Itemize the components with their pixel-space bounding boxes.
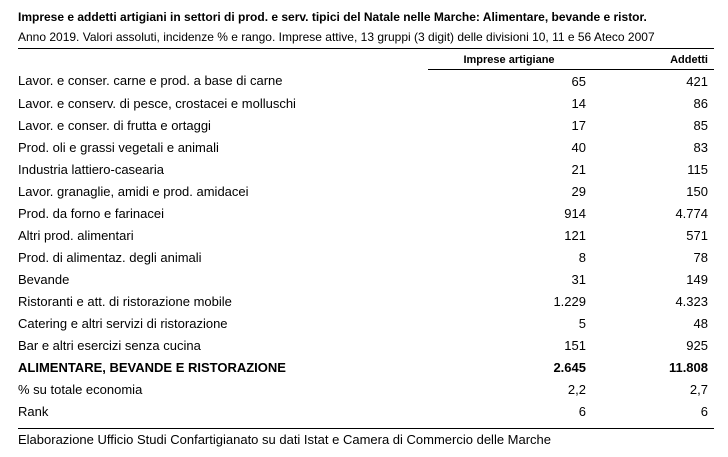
row-label: Lavor. granaglie, amidi e prod. amidacei (18, 183, 249, 199)
table-row (18, 246, 714, 268)
row-label: Lavor. e conser. di frutta e ortaggi (18, 117, 211, 133)
addetti-value: 4.323 (675, 293, 708, 309)
imprese-value: 121 (564, 227, 586, 243)
row-label: Catering e altri servizi di ristorazione (18, 315, 228, 331)
table-row (18, 312, 714, 334)
table-row (18, 114, 714, 136)
row-label: Prod. oli e grassi vegetali e animali (18, 139, 219, 155)
rank-row (18, 400, 714, 422)
total-label: ALIMENTARE, BEVANDE E RISTORAZIONE (18, 359, 286, 375)
addetti-value: 421 (686, 73, 708, 89)
table-row (18, 180, 714, 202)
table-row (18, 224, 714, 246)
row-label: Bevande (18, 271, 70, 287)
imprese-value: 151 (564, 337, 586, 353)
addetti-value: 149 (686, 271, 708, 287)
table-row (18, 92, 714, 114)
table-row (18, 70, 714, 93)
top-divider (18, 48, 714, 49)
addetti-value: 115 (687, 161, 708, 177)
table-subtitle: Anno 2019. Valori assoluti, incidenze % e rango. Imprese attive, 13 gruppi (3 digit) delle divisioni 10, 11 e 56 Ateco 2007 (18, 30, 655, 44)
imprese-value: 31 (571, 271, 586, 287)
table-row (18, 136, 714, 158)
rank-imprese-value: 6 (578, 403, 586, 419)
imprese-value: 17 (571, 117, 586, 133)
total-imprese-value: 2.645 (553, 359, 586, 375)
imprese-value: 8 (578, 249, 586, 265)
imprese-value: 29 (571, 183, 586, 199)
row-label: Altri prod. alimentari (18, 227, 134, 243)
table-row (18, 290, 714, 312)
share-row (18, 378, 714, 400)
row-label: Bar e altri esercizi senza cucina (18, 337, 201, 353)
addetti-value: 925 (686, 337, 708, 353)
table-row (18, 158, 714, 180)
imprese-value: 5 (578, 315, 586, 331)
row-label: Prod. da forno e farinacei (18, 205, 164, 221)
addetti-value: 48 (693, 315, 708, 331)
column-header-addetti: Addetti (590, 51, 714, 70)
addetti-value: 83 (693, 139, 708, 155)
column-header-imprese: Imprese artigiane (428, 51, 590, 70)
addetti-value: 78 (693, 249, 708, 265)
imprese-value: 65 (571, 73, 586, 89)
addetti-value: 571 (686, 227, 708, 243)
share-addetti-value: 2,7 (689, 381, 708, 397)
imprese-value: 14 (571, 95, 586, 111)
header-row (18, 51, 714, 70)
addetti-value: 86 (693, 95, 708, 111)
total-row (18, 356, 714, 378)
row-label: Ristoranti e att. di ristorazione mobile (18, 293, 232, 309)
row-label: Lavor. e conserv. di pesce, crostacei e molluschi (18, 95, 296, 111)
data-table (18, 51, 714, 422)
table-row (18, 334, 714, 356)
addetti-value: 85 (693, 117, 708, 133)
table-row (18, 268, 714, 290)
row-label: Industria lattiero-casearia (18, 161, 164, 177)
imprese-value: 1.229 (553, 293, 586, 309)
imprese-value: 914 (564, 205, 586, 221)
addetti-value: 4.774 (675, 205, 708, 221)
table-row (18, 202, 714, 224)
row-label: Lavor. e conser. carne e prod. a base di carne (18, 73, 283, 89)
addetti-value: 150 (686, 183, 708, 199)
rank-addetti-value: 6 (700, 403, 708, 419)
table-title: Imprese e addetti artigiani in settori di prod. e serv. tipici del Natale nelle Marche: Alimentare, bevande e ristor. (18, 10, 647, 24)
bottom-divider (18, 428, 714, 429)
row-label: Prod. di alimentaz. degli animali (18, 249, 202, 265)
total-addetti-value: 11.808 (668, 359, 708, 375)
source-note: Elaborazione Ufficio Studi Confartigianato su dati Istat e Camera di Commercio delle Marche (18, 432, 552, 447)
rank-label: Rank (18, 403, 49, 419)
share-label: % su totale economia (18, 381, 143, 397)
header-label-spacer (18, 51, 428, 70)
share-imprese-value: 2,2 (567, 381, 586, 397)
imprese-value: 21 (571, 161, 586, 177)
imprese-value: 40 (571, 139, 586, 155)
